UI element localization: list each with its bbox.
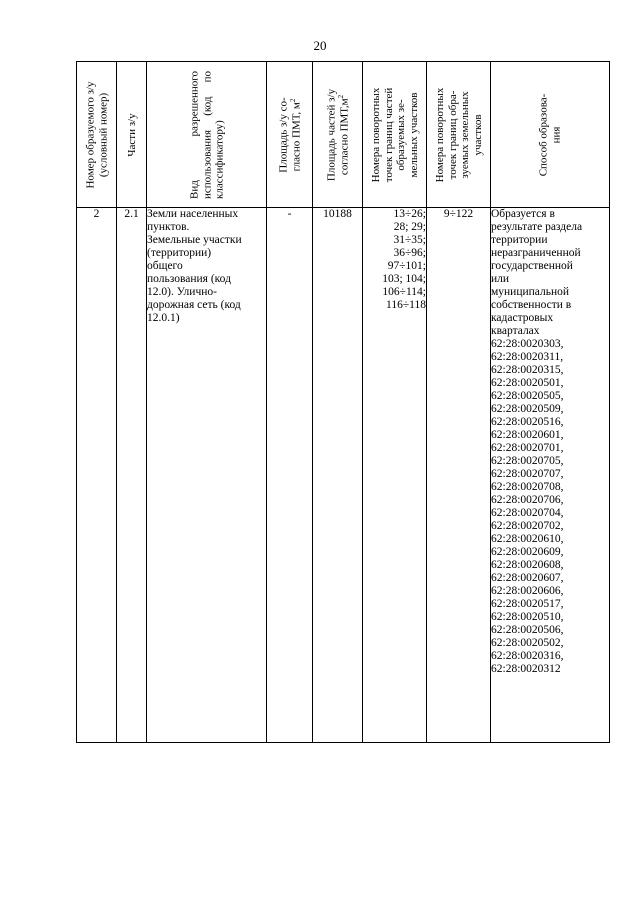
- type-line: 12.0). Улично-: [147, 286, 217, 298]
- header-type-line2: использования (код по: [200, 70, 213, 199]
- header-method-line1: Способ образова-: [537, 93, 550, 176]
- header-area-parts: [313, 62, 363, 208]
- method-line: 62:28:0020311,: [491, 351, 564, 363]
- method-line: 62:28:0020708,: [491, 481, 564, 493]
- header-type-line3: классификатору): [212, 119, 225, 199]
- header-number: [77, 62, 117, 208]
- table-row: [77, 208, 610, 743]
- header-points-land-line2: точек границ обра-: [446, 90, 458, 179]
- cell-area-land: -: [267, 208, 313, 743]
- method-line: 62:28:0020509,: [491, 403, 564, 415]
- header-points-parts-line2: точек границ частей: [382, 87, 394, 182]
- header-points-parts: [363, 62, 427, 208]
- type-line: Земли населенных: [147, 208, 239, 220]
- method-line: 62:28:0020607,: [491, 572, 564, 584]
- method-line: 62:28:0020608,: [491, 559, 564, 571]
- header-row: [77, 62, 610, 208]
- header-type: [147, 62, 267, 208]
- method-line: 62:28:0020316,: [491, 650, 564, 662]
- method-line: 62:28:0020501,: [491, 377, 564, 389]
- header-method-line2: ния: [550, 126, 562, 143]
- header-area-land: [267, 62, 313, 208]
- method-line: 62:28:0020315,: [491, 364, 564, 376]
- method-line: 62:28:0020705,: [491, 455, 564, 467]
- header-part: [117, 62, 147, 208]
- header-area-parts-line1: Площадь частей з/у: [325, 88, 337, 181]
- header-area-land-line1: Площадь з/у со-: [277, 96, 289, 173]
- type-line: (территории): [147, 247, 212, 259]
- cell-area-parts: 10188: [313, 208, 363, 743]
- type-line: дорожная сеть (код: [147, 299, 241, 311]
- type-line: Земельные участки: [147, 234, 242, 246]
- type-line: общего: [147, 260, 183, 272]
- type-line: 12.0.1): [147, 312, 180, 324]
- cell-number: 2: [77, 208, 117, 743]
- header-type-line1: Вид разрешенного: [187, 70, 200, 199]
- method-line: 62:28:0020704,: [491, 507, 564, 519]
- header-points-parts-line4: мельных участков: [407, 92, 419, 177]
- points-line: 36÷96;: [393, 247, 426, 259]
- method-line: 62:28:0020609,: [491, 546, 564, 558]
- method-line: 62:28:0020701,: [491, 442, 564, 454]
- method-line: территории: [491, 234, 548, 246]
- method-line: 62:28:0020517,: [491, 598, 564, 610]
- type-line: пользования (код: [147, 273, 231, 285]
- land-parcels-table: [76, 61, 610, 743]
- method-line: результате раздела: [491, 221, 583, 233]
- method-line: неразграниченной: [491, 247, 581, 259]
- method-line: 62:28:0020706,: [491, 494, 564, 506]
- points-line: 13÷26;: [393, 208, 426, 220]
- method-line: муниципальной: [491, 286, 570, 298]
- header-area-land-sup: 2: [287, 98, 296, 102]
- points-line: 31÷35;: [393, 234, 426, 246]
- method-line: кварталах: [491, 325, 540, 337]
- method-line: 62:28:0020601,: [491, 429, 564, 441]
- header-points-parts-line3: образуемых зе-: [394, 98, 407, 171]
- header-method: [491, 62, 610, 208]
- points-line: 28; 29;: [393, 221, 426, 233]
- method-line: 62:28:0020606,: [491, 585, 564, 597]
- method-line: кадастровых: [491, 312, 554, 324]
- header-area-land-line2: гласно ПМТ, м: [289, 101, 302, 171]
- points-line: 116÷118: [386, 299, 426, 311]
- header-number-line2: (условный номер): [96, 92, 109, 177]
- header-points-land-line3: зуемых земельных: [458, 90, 471, 179]
- method-line: 62:28:0020510,: [491, 611, 564, 623]
- cell-part: 2.1: [117, 208, 147, 743]
- points-line: 106÷114;: [382, 286, 426, 298]
- method-line: 62:28:0020610,: [491, 533, 564, 545]
- method-line: 62:28:0020303,: [491, 338, 564, 350]
- method-line: собственности в: [491, 299, 572, 311]
- header-area-parts-line2: согласно ПМТ,м: [337, 97, 350, 175]
- type-line: пунктов.: [147, 221, 190, 233]
- points-line: 103; 104;: [382, 273, 426, 285]
- header-part-text: Части з/у: [125, 112, 138, 157]
- method-line: 62:28:0020506,: [491, 624, 564, 636]
- cell-method: [491, 208, 610, 743]
- points-line: 97÷101;: [387, 260, 426, 272]
- method-line: 62:28:0020702,: [491, 520, 564, 532]
- header-points-land: [427, 62, 491, 208]
- cell-points-land: 9÷122: [427, 208, 491, 743]
- method-line: 62:28:0020505,: [491, 390, 564, 402]
- method-line: государственной: [491, 260, 573, 272]
- header-points-land-line1: Номера поворотных: [433, 87, 446, 182]
- method-line: 62:28:0020312: [491, 663, 561, 675]
- method-line: или: [491, 273, 510, 285]
- page-number: 20: [313, 38, 327, 53]
- method-line: 62:28:0020502,: [491, 637, 564, 649]
- header-points-parts-line1: Номера поворотных: [369, 87, 382, 182]
- header-area-parts-sup: 2: [335, 94, 344, 98]
- cell-points-parts: [363, 208, 427, 743]
- method-line: 62:28:0020516,: [491, 416, 564, 428]
- method-line: Образуется в: [491, 208, 555, 220]
- cell-type: [147, 208, 267, 743]
- header-number-line1: Номер образуемого з/у: [84, 81, 96, 189]
- method-line: 62:28:0020707,: [491, 468, 564, 480]
- header-points-land-line4: участков: [471, 113, 483, 156]
